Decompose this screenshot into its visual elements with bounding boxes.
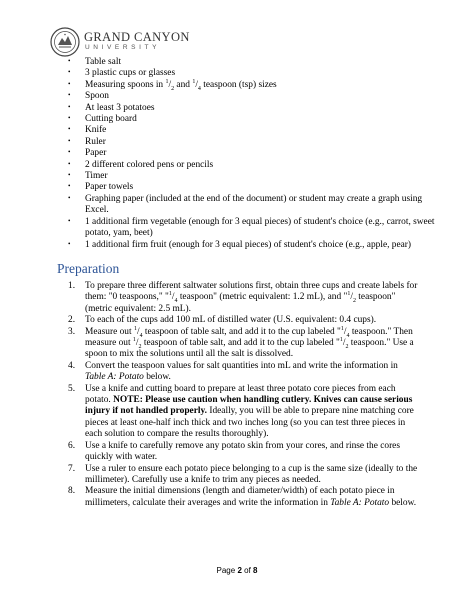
preparation-steps-list	[68, 281, 418, 509]
preparation-step: 4. Convert the teaspoon values for salt quantities into mL and write the information in Table A: Potato below.	[68, 360, 398, 383]
bullet-icon: •	[68, 68, 71, 77]
bullet-icon: •	[68, 159, 71, 168]
step-number: 8.	[68, 486, 76, 497]
step-number: 3.	[68, 326, 76, 337]
preparation-step: 6. Use a knife to carefully remove any potato skin from your cores, and rinse the cores quickly with water.	[68, 440, 400, 463]
logo-name: GRAND CANYON	[84, 30, 190, 44]
preparation-step: 8. Measure the initial dimensions (length and diameter/width) of each potato piece in millimeters, calculate their averages and write the information in Table A: Potato below.	[68, 486, 417, 508]
page-of-label: of	[244, 566, 251, 575]
step-number: 5.	[68, 383, 76, 394]
preparation-step: 7. Use a ruler to ensure each potato piece belonging to a cup is the same size (ideally to the millimeter). Carefully use a knife to trim any pieces as needed.	[68, 463, 418, 485]
bullet-icon: •	[68, 136, 71, 145]
materials-item: • 1 additional firm vegetable (enough for 3 equal pieces) of student's choice (e.g., carrot, sweet potato, yam, beet)	[68, 216, 435, 239]
bullet-icon: •	[68, 171, 71, 180]
bullet-icon: •	[68, 193, 71, 202]
bullet-icon: •	[68, 239, 71, 248]
materials-item: • Graphing paper (included at the end of the document) or student may create a graph using Excel.	[68, 193, 423, 216]
page-label: Page	[216, 566, 236, 575]
materials-item: • Measuring spoons in $^1/_2$ and $^1/_4$ teaspoon (tsp) sizes	[68, 78, 277, 92]
step-number: 4.	[68, 360, 76, 371]
bullet-icon: •	[68, 79, 71, 88]
preparation-step: 1. To prepare three different saltwater solutions first, obtain three cups and create labels for them: "0 teaspoons," "$^1/_4$ teaspoon" (metric equivalent: 1.2 mL), and "$^1/_2$ teaspoon" (metric equivalent: 2.5 mL).	[68, 281, 418, 314]
materials-item: • Timer	[68, 171, 108, 182]
materials-item: • Paper towels	[68, 182, 134, 193]
university-seal-icon	[50, 27, 80, 57]
materials-item: • 2 different colored pens or pencils	[68, 159, 214, 170]
materials-list	[68, 57, 448, 251]
university-logo-text	[84, 31, 190, 52]
step-number: 2.	[68, 315, 76, 326]
bullet-icon: •	[68, 91, 71, 100]
preparation-step: 2. To each of the cups add 100 mL of distilled water (U.S. equivalent: 0.4 cups).	[68, 315, 377, 326]
materials-item: • Knife	[68, 125, 107, 136]
bullet-icon: •	[68, 182, 71, 191]
materials-item: • Cutting board	[68, 114, 137, 125]
step-number: 7.	[68, 463, 76, 474]
bullet-icon: •	[68, 148, 71, 157]
step-number: 6.	[68, 440, 76, 451]
materials-item: • At least 3 potatoes	[68, 102, 155, 113]
section-title-preparation: Preparation	[57, 261, 120, 276]
preparation-step: 3. Measure out $^1/_4$ teaspoon of table salt, and add it to the cup labeled "$^1/_4$ teaspoon." Then measure out $^1/_2$ teaspoon of table salt, and add it to the cup labeled "$^1/_2$ teaspoon." Use a spoon to mix the solutions until all the salt is dissolved.	[68, 325, 414, 360]
preparation-step: 5. Use a knife and cutting board to prepare at least three potato core pieces from each potato. NOTE: Please use caution when handling cutlery. Knives can cause serious injury if not handled properly. Ideally, you will be able to prepare nine matching core pieces at least one-half inch thick and two inches long (so you can test three pieces in each solution to compare the results thoroughly).	[68, 383, 414, 440]
bullet-icon: •	[68, 125, 71, 134]
page-footer	[0, 566, 474, 575]
materials-item: • Ruler	[68, 136, 106, 147]
materials-item: • 1 additional firm fruit (enough for 3 equal pieces) of student's choice (e.g., apple, pear)	[68, 239, 412, 250]
materials-item: • Paper	[68, 148, 107, 159]
bullet-icon: •	[68, 216, 71, 225]
materials-item: • Spoon	[68, 91, 109, 102]
bullet-icon: •	[68, 114, 71, 123]
page-total: 8	[253, 566, 258, 575]
materials-item: • 3 plastic cups or glasses	[68, 68, 176, 79]
materials-item: • Table salt	[68, 57, 122, 67]
bullet-icon: •	[68, 57, 71, 65]
logo-subtitle: UNIVERSITY	[85, 44, 161, 51]
page-number: 2	[237, 566, 242, 575]
bullet-icon: •	[68, 102, 71, 111]
step-number: 1.	[68, 281, 76, 291]
